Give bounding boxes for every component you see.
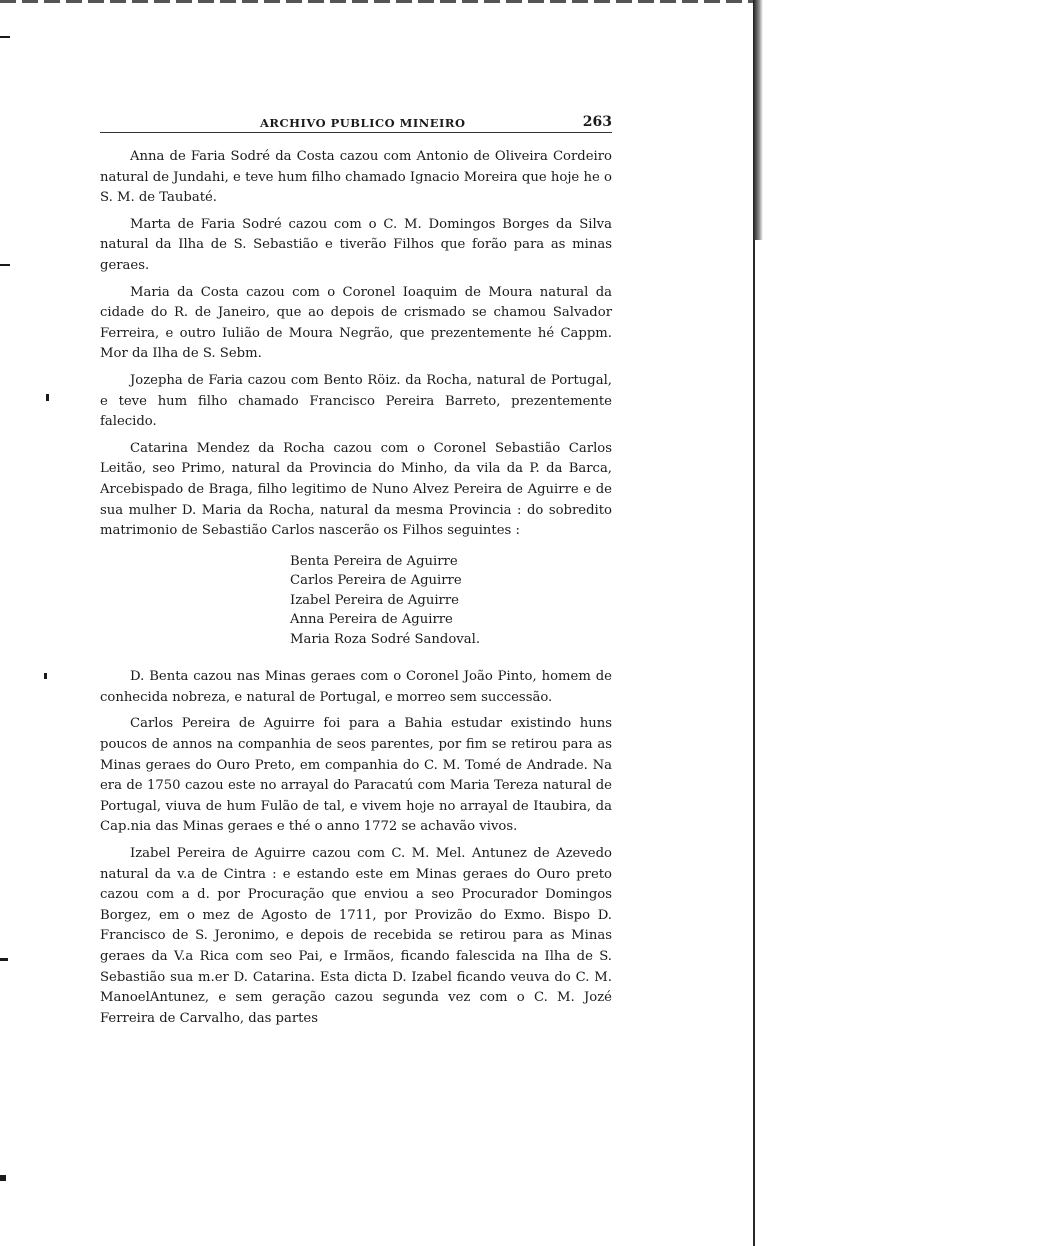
paragraph: Jozepha de Faria cazou com Bento Röiz. da Rocha, natural de Portugal, e teve hum filho chamado Francisco Pereira Barreto, prezentemente falecido. — [100, 372, 612, 430]
child-name: Izabel Pereira de Aguirre — [290, 592, 459, 608]
page-number: 263 — [582, 114, 612, 130]
paragraph: Anna de Faria Sodré da Costa cazou com Antonio de Oliveira Cordeiro natural de Jundahi, e teve hum filho chamado Ignacio Moreira que hoje he o S. M. de Taubaté. — [100, 149, 612, 206]
child-name: Carlos Pereira de Aguirre — [290, 573, 462, 589]
paragraph: Marta de Faria Sodré cazou com o C. M. Domingos Borges da Silva natural da Ilha de S. Sebastião e tiverão Filhos que forão para as minas geraes. — [100, 216, 612, 273]
child-name: Anna Pereira de Aguirre — [290, 612, 453, 628]
document-page — [100, 112, 612, 1035]
scan-right-margin — [753, 0, 1040, 1246]
scan-margin-mark — [44, 673, 47, 679]
paragraph: Carlos Pereira de Aguirre foi para a Bahia estudar existindo huns poucos de annos na companhia de seos parentes, por fim se retirou para as Minas geraes do Ouro Preto, em companhia do C. M. Tomé de Andrade. Na era de 1750 cazou este no arrayal do Paracatú com Maria Tereza natural de Portugal, viuva de hum Fulão de tal, e vivem hoje no arrayal de Itaubira, da Cap.nia das Minas geraes e thé o anno 1772 se achavão vivos. — [100, 716, 612, 835]
body-text — [100, 147, 612, 1029]
scan-margin-mark — [0, 36, 10, 38]
scan-margin-mark — [0, 264, 10, 266]
paragraph: D. Benta cazou nas Minas geraes com o Coronel João Pinto, homem de conhecida nobreza, e natural de Portugal, e morreo sem successão. — [100, 669, 612, 705]
child-name: Benta Pereira de Aguirre — [290, 553, 458, 569]
running-title: ARCHIVO PUBLICO MINEIRO — [260, 116, 466, 130]
paragraph: Catarina Mendez da Rocha cazou com o Coronel Sebastião Carlos Leitão, seo Primo, natural da Provincia do Minho, da vila da P. da Barca, Arcebispado de Braga, filho legitimo de Nuno Alvez Pereira de Aguirre e de sua mulher D. Maria da Rocha, natural da mesma Provincia : do sobredito matrimonio de Sebastião Carlos nascerão os Filhos seguintes : — [100, 440, 612, 539]
scan-top-edge — [0, 0, 760, 3]
paragraph: Maria da Costa cazou com o Coronel Ioaquim de Moura natural da cidade do R. de Janeiro, que ao depois de crismado se chamou Salvador Ferreira, e outro Iulião de Moura Negrão, que prezentemente hé Cappm. Mor da Ilha de S. Sebm. — [100, 284, 612, 362]
scan-margin-mark — [0, 958, 8, 961]
running-header — [100, 112, 612, 133]
children-list — [290, 552, 612, 650]
scan-margin-mark — [46, 394, 49, 401]
paragraph: Izabel Pereira de Aguirre cazou com C. M. Mel. Antunez de Azevedo natural da v.a de Cintra : e estando este em Minas geraes do Ouro preto cazou com a d. por Procuração que enviou a seo Procurador Domingos Borgez, em o mez de Agosto de 1711, por Provizão do Exmo. Bispo D. Francisco de S. Jeronimo, e depois de recebida se retirou para as Minas geraes da V.a Rica com seo Pai, e Irmãos, ficando falescida na Ilha de S. Sebastião sua m.er D. Catarina. Esta dicta D. Izabel ficando veuva do C. M. ManoelAntunez, e sem geração cazou segunda vez com o C. M. Jozé Ferreira de Carvalho, das partes — [100, 845, 612, 1026]
child-name: Maria Roza Sodré Sandoval. — [290, 631, 481, 647]
scan-margin-mark — [0, 1175, 6, 1181]
